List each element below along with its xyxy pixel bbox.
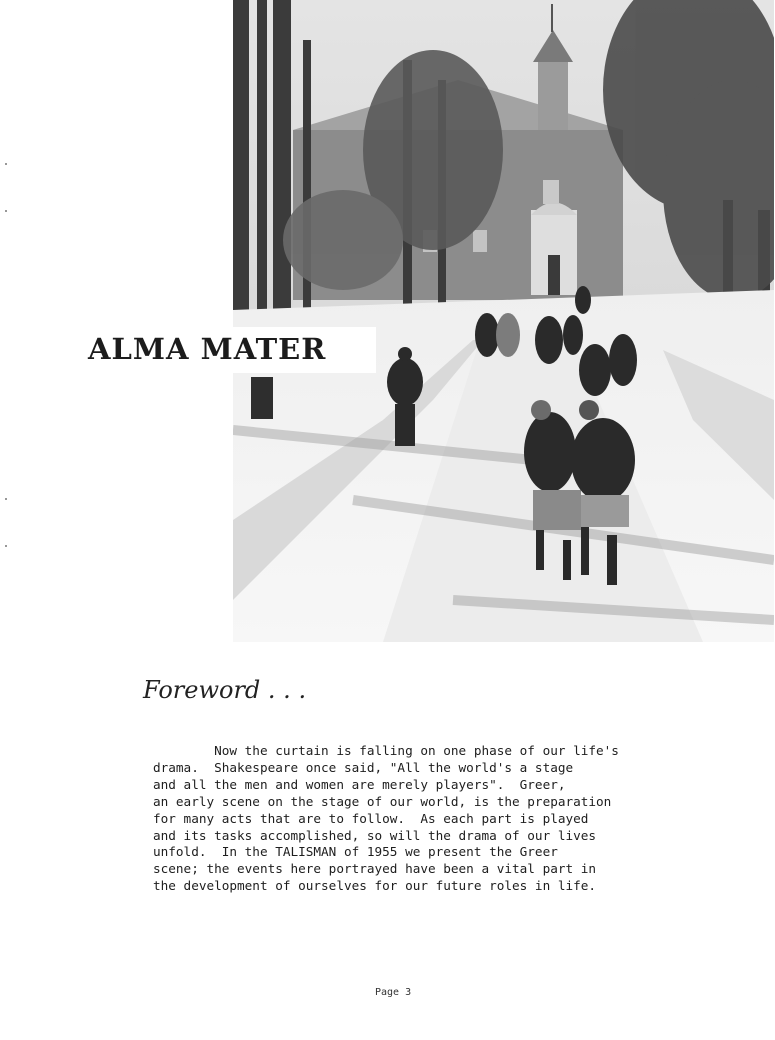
paper-speck: [5, 545, 7, 547]
foreword-line: an early scene on the stage of our world, is the preparation: [153, 793, 612, 809]
foreword-line: and its tasks accomplished, so will the drama of our lives: [153, 827, 597, 843]
foreword-line: drama. Shakespeare once said, "All the world's a stage: [153, 759, 574, 775]
foreword-heading: Foreword . . .: [143, 676, 307, 704]
campus-snow-photo: [233, 0, 774, 642]
paper-speck: [5, 163, 7, 165]
page-title: ALMA MATER: [88, 332, 327, 366]
paper-speck: [5, 210, 7, 212]
foreword-line: for many acts that are to follow. As each part is played: [153, 810, 589, 826]
campus-snow-illustration: [233, 0, 774, 642]
foreword-line: unfold. In the TALISMAN of 1955 we present the Greer: [153, 844, 558, 860]
foreword-line: Now the curtain is falling on one phase of our life's: [153, 743, 619, 758]
paper-speck: [5, 498, 7, 500]
foreword-line: the development of ourselves for our future roles in life.: [153, 878, 597, 894]
foreword-line: and all the men and women are merely players". Greer,: [153, 776, 566, 792]
foreword-body: [153, 743, 623, 895]
page-number: Page 3: [375, 987, 412, 998]
foreword-line: scene; the events here portrayed have been a vital part in: [153, 861, 597, 877]
